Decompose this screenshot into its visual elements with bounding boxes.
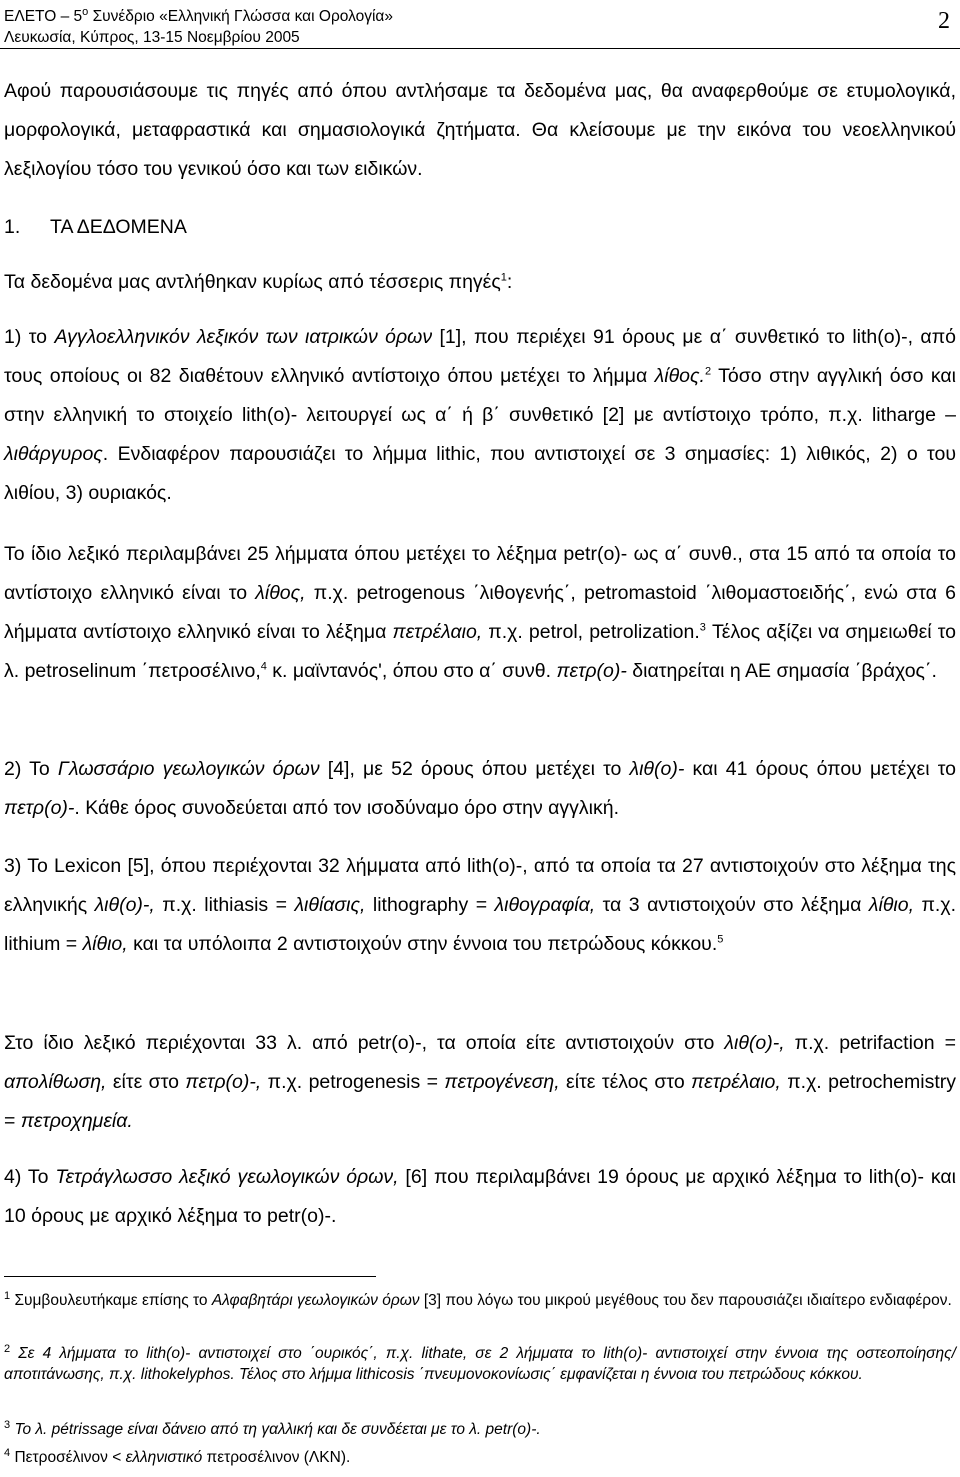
- footnote-number: 1: [4, 1289, 11, 1302]
- running-header: [4, 6, 954, 48]
- source-2-paragraph: 2) Το Γλωσσάριο γεωλογικών όρων [4], με 52 όρους όπου μετέχει το λιθ(ο)- και 41 όρους όπου μετέχει το πετρ(ο)-. Κάθε όρος συνοδεύεται από τον ισοδύναμο όρο στην αγγλική.: [4, 758, 957, 819]
- page-number: 2: [938, 8, 950, 34]
- header-conference-line: ΕΛΕΤΟ – $5^o$ Συνέδριο «Ελληνική Γλώσσα και Ορολογία»: [4, 5, 393, 25]
- intro-paragraph: Αφού παρουσιάσουμε τις πηγές από όπου αντλήσαμε τα δεδομένα μας, θα αναφερθούμε σε ετυμολογικά, μορφολογικά, μεταφραστικά και σημασιολογικά ζητήματα. Θα κλείσουμε με την εικόνα του νεοελληνικού λεξιλογίου τόσο του γενικού όσο και των ειδικών.: [4, 80, 956, 180]
- footnote-ref-1[interactable]: 1: [500, 271, 507, 284]
- section-title: ΤΑ ΔΕΔΟΜΕΝΑ: [50, 216, 187, 238]
- footnote-3: $^3$ Το λ. pétrissage είναι δάνειο από τη γαλλική και δε συνδέεται με το λ. petr(o)-.: [4, 1418, 541, 1438]
- source-3-paragraph: 3) Το Lexicon [5], όπου περιέχονται 32 λήμματα από lith(o)-, από τα οποία τα 27 αντιστοιχούν στο λέξημα της ελληνικής λιθ(ο)-, π.χ. lithiasis = λιθίασις, lithography = λιθογραφία, τα 3 αντιστοιχούν στο λέξημα λίθιο, π.χ. lithium = λίθιο, και τα υπόλοιπα 2 αντιστοιχούν στην έννοια του πετρώδους κόκκου.$^5$: [4, 855, 956, 955]
- footnote-ref-2[interactable]: 2: [704, 365, 712, 378]
- source-1-paragraph: 1) το Αγγλοελληνικόν λεξικόν των ιατρικών όρων [1], που περιέχει 91 όρους με α΄ συνθετικό το lith(o)-, από τους οποίους οι 82 διαθέτουν ελληνικό αντίστοιχο όπου μετέχει το λήμμα λίθος.$^2$ Τόσο στην αγγλική όσο και στην ελληνική το στοιχείο lith(o)- λειτουργεί ως α΄ ή β΄ συνθετικό [2] με αντίστοιχο τρόπο, π.χ. litharge – λιθάργυρος. Ενδιαφέρον παρουσιάζει το λήμμα lithic, που αντιστοιχεί σε 3 σημασίες: 1) λιθικός, 2) ο του λιθίου, 3) ουριακός.: [4, 326, 957, 504]
- source-4-paragraph: 4) Το Τετράγλωσσο λεξικό γεωλογικών όρων, [6] που περιλαμβάνει 19 όρους με αρχικό λέξημα το lith(o)- και 10 όρους με αρχικό λέξημα το petr(o)-.: [4, 1166, 957, 1227]
- footnote-ref-5[interactable]: 5: [717, 933, 724, 946]
- source-1-continued: Το ίδιο λεξικό περιλαμβάνει 25 λήμματα όπου μετέχει το λέξημα petr(o)- ως α΄ συνθ., στα 15 από τα οποία το αντίστοιχο ελληνικό είναι το λίθος, π.χ. petrogenous ΄λιθογενής΄, petromastoid ΄λιθομαστοειδής΄, ενώ στα 6 λήμματα αντίστοιχο ελληνικό είναι το λέξημα πετρέλαιο, π.χ. petrol, petrolization.$^3$ Τέλος αξίζει να σημειωθεί το λ. petroselinum ΄πετροσέλινο,$^4$ κ. μαϊντανός', όπου στο α΄ συνθ. πετρ(ο)- διατηρείται η ΑΕ σημασία ΄βράχος΄.: [4, 543, 956, 682]
- header-rule: [0, 48, 960, 49]
- footnote-separator: [4, 1276, 376, 1277]
- footnote-2: $^2$ Σε 4 λήμματα το lith(o)- αντιστοιχεί στο ΄ουρικός΄, π.χ. lithate, σε 2 λήμματα το lith(o)- αντιστοιχεί στην έννοια της οστεοποίησης/αποτιτάνωσης, π.χ. lithokelyphos. Τέλος στο λήμμα lithicosis ΄πνευμονοκονίωσις΄ εμφανίζεται η έννοια του πετρώδους κόκκου.: [4, 1342, 956, 1383]
- footnote-ref-4[interactable]: 4: [260, 660, 267, 673]
- footnote-4: $^4$ Πετροσέλινον < ελληνιστικό πετροσέλινον (ΛΚΝ).: [4, 1446, 351, 1466]
- footnote-number: 3: [4, 1418, 11, 1431]
- section-number: 1.: [4, 216, 21, 238]
- section-heading: [4, 210, 187, 244]
- footnote-number: 4: [4, 1446, 11, 1459]
- sources-intro: Τα δεδομένα μας αντλήθηκαν κυρίως από τέσσερις πηγές$^1$:: [4, 271, 513, 293]
- footnote-ref-3[interactable]: 3: [699, 621, 706, 634]
- header-location-line: Λευκωσία, Κύπρος, 13-15 Νοεμβρίου 2005: [4, 29, 300, 46]
- footnote-1: $^1$ Συμβουλευτήκαμε επίσης το Αλφαβητάρι γεωλογικών όρων [3] που λόγω του μικρού μεγέθους του δεν παρουσιάζει ιδιαίτερο ενδιαφέρον.: [4, 1289, 952, 1309]
- source-3-continued: Στο ίδιο λεξικό περιέχονται 33 λ. από petr(o)-, τα οποία είτε αντιστοιχούν στο λιθ(ο)-, π.χ. petrifaction = απολίθωση, είτε στο πετρ(ο)-, π.χ. petrogenesis = πετρογένεση, είτε τέλος στο πετρέλαιο, π.χ. petrochemistry = πετροχημεία.: [4, 1032, 956, 1132]
- footnote-number: 2: [4, 1342, 11, 1355]
